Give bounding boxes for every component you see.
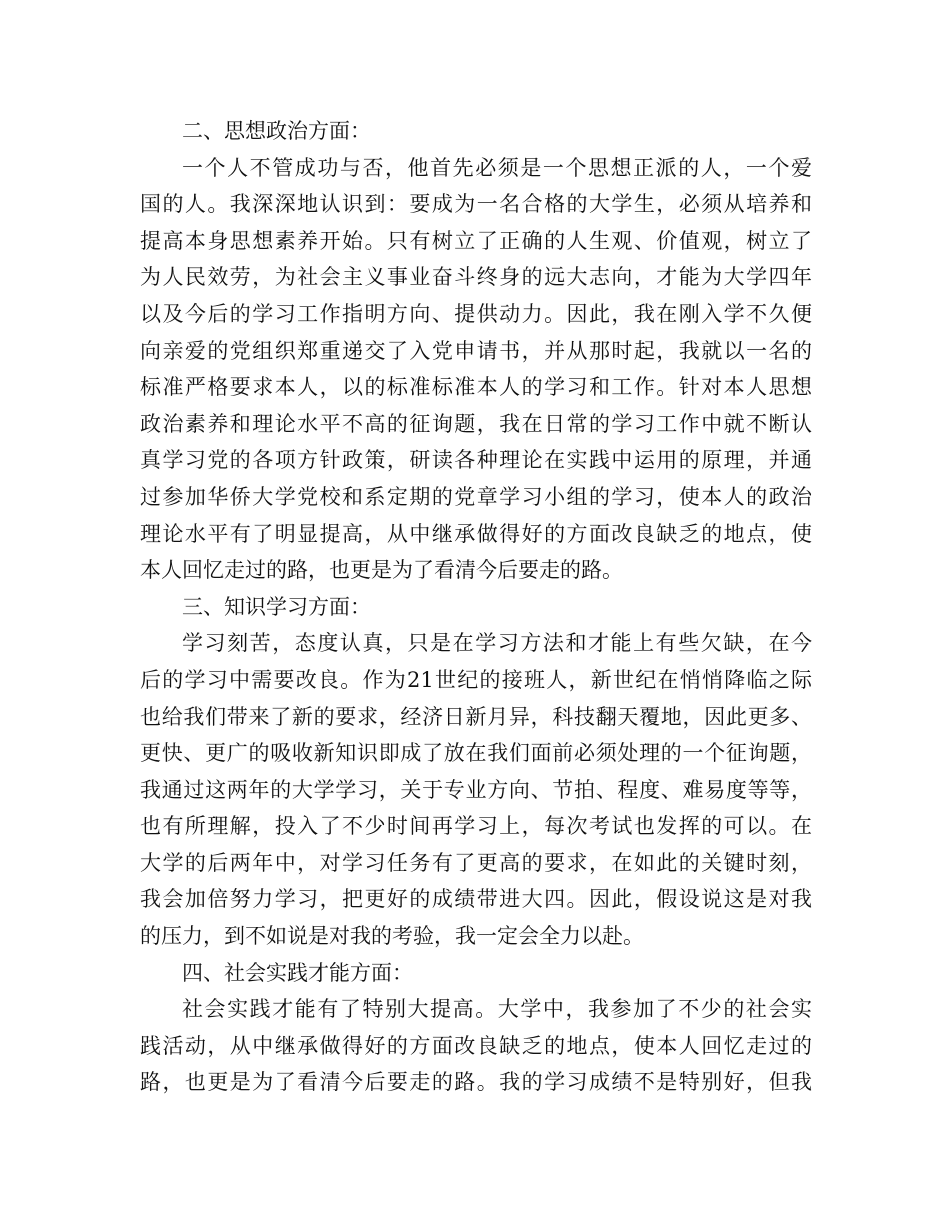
text-line: 向亲爱的党组织郑重递交了入党申请书，并从那时起，我就以一名的 — [140, 338, 812, 363]
text-line: 大学的后两年中，对学习任务有了更高的要求，在如此的关键时刻， — [140, 850, 812, 875]
text-line: 一个人不管成功与否，他首先必须是一个思想正派的人，一个爱 — [182, 155, 812, 180]
text-line: 以及今后的学习工作指明方向、提供动力。因此，我在刚入学不久便 — [140, 301, 812, 326]
text-line: 我会加倍努力学习，把更好的成绩带进大四。因此，假设说这是对我 — [140, 887, 812, 912]
text-line: 社会实践才能有了特别大提高。大学中，我参加了不少的社会实 — [182, 997, 812, 1022]
text-line: 也有所理解，投入了不少时间再学习上，每次考试也发挥的可以。在 — [140, 814, 812, 839]
text-line: 本人回忆走过的路，也更是为了看清今后要走的路。 — [140, 558, 623, 583]
text-line: 学习刻苦，态度认真，只是在学习方法和才能上有些欠缺，在今 — [182, 631, 812, 656]
section-political — [140, 113, 812, 589]
section-knowledge — [140, 589, 812, 955]
section-heading: 四、社会实践才能方面： — [182, 960, 413, 985]
text-line: 更快、更广的吸收新知识即成了放在我们面前必须处理的一个征询题， — [140, 741, 812, 766]
document-page — [140, 113, 812, 1101]
section-social-practice — [140, 955, 812, 1101]
text-line: 路，也更是为了看清今后要走的路。我的学习成绩不是特别好，但我 — [140, 1070, 812, 1095]
text-line: 标准严格要求本人，以的标准标准本人的学习和工作。针对本人思想 — [140, 375, 812, 400]
section-heading: 三、知识学习方面： — [182, 594, 371, 619]
text-line: 过参加华侨大学党校和系定期的党章学习小组的学习，使本人的政治 — [140, 484, 812, 509]
text-line: 践活动，从中继承做得好的方面改良缺乏的地点，使本人回忆走过的 — [140, 1033, 812, 1058]
text-line: 我通过这两年的大学学习，关于专业方向、节拍、程度、难易度等等， — [140, 777, 812, 802]
text-line: 理论水平有了明显提高，从中继承做得好的方面改良缺乏的地点，使 — [140, 521, 812, 546]
paragraph — [140, 991, 812, 1101]
text-line: 后的学习中需要改良。作为21世纪的接班人，新世纪在悄悄降临之际 — [140, 667, 812, 692]
text-line: 国的人。我深深地认识到：要成为一名合格的大学生，必须从培养和 — [140, 192, 812, 217]
text-line: 政治素养和理论水平不高的征询题，我在日常的学习工作中就不断认 — [140, 411, 812, 436]
text-line: 的压力，到不如说是对我的考验，我一定会全力以赴。 — [140, 924, 644, 949]
text-line: 为人民效劳，为社会主义事业奋斗终身的远大志向，才能为大学四年 — [140, 265, 812, 290]
section-heading: 二、思想政治方面： — [182, 119, 371, 143]
text-line: 也给我们带来了新的要求，经济日新月异，科技翻天覆地，因此更多、 — [140, 704, 812, 729]
text-line: 提高本身思想素养开始。只有树立了正确的人生观、价值观，树立了 — [140, 228, 812, 253]
paragraph — [140, 625, 812, 954]
text-line: 真学习党的各项方针政策，研读各种理论在实践中运用的原理，并通 — [140, 448, 812, 473]
paragraph — [140, 150, 812, 589]
